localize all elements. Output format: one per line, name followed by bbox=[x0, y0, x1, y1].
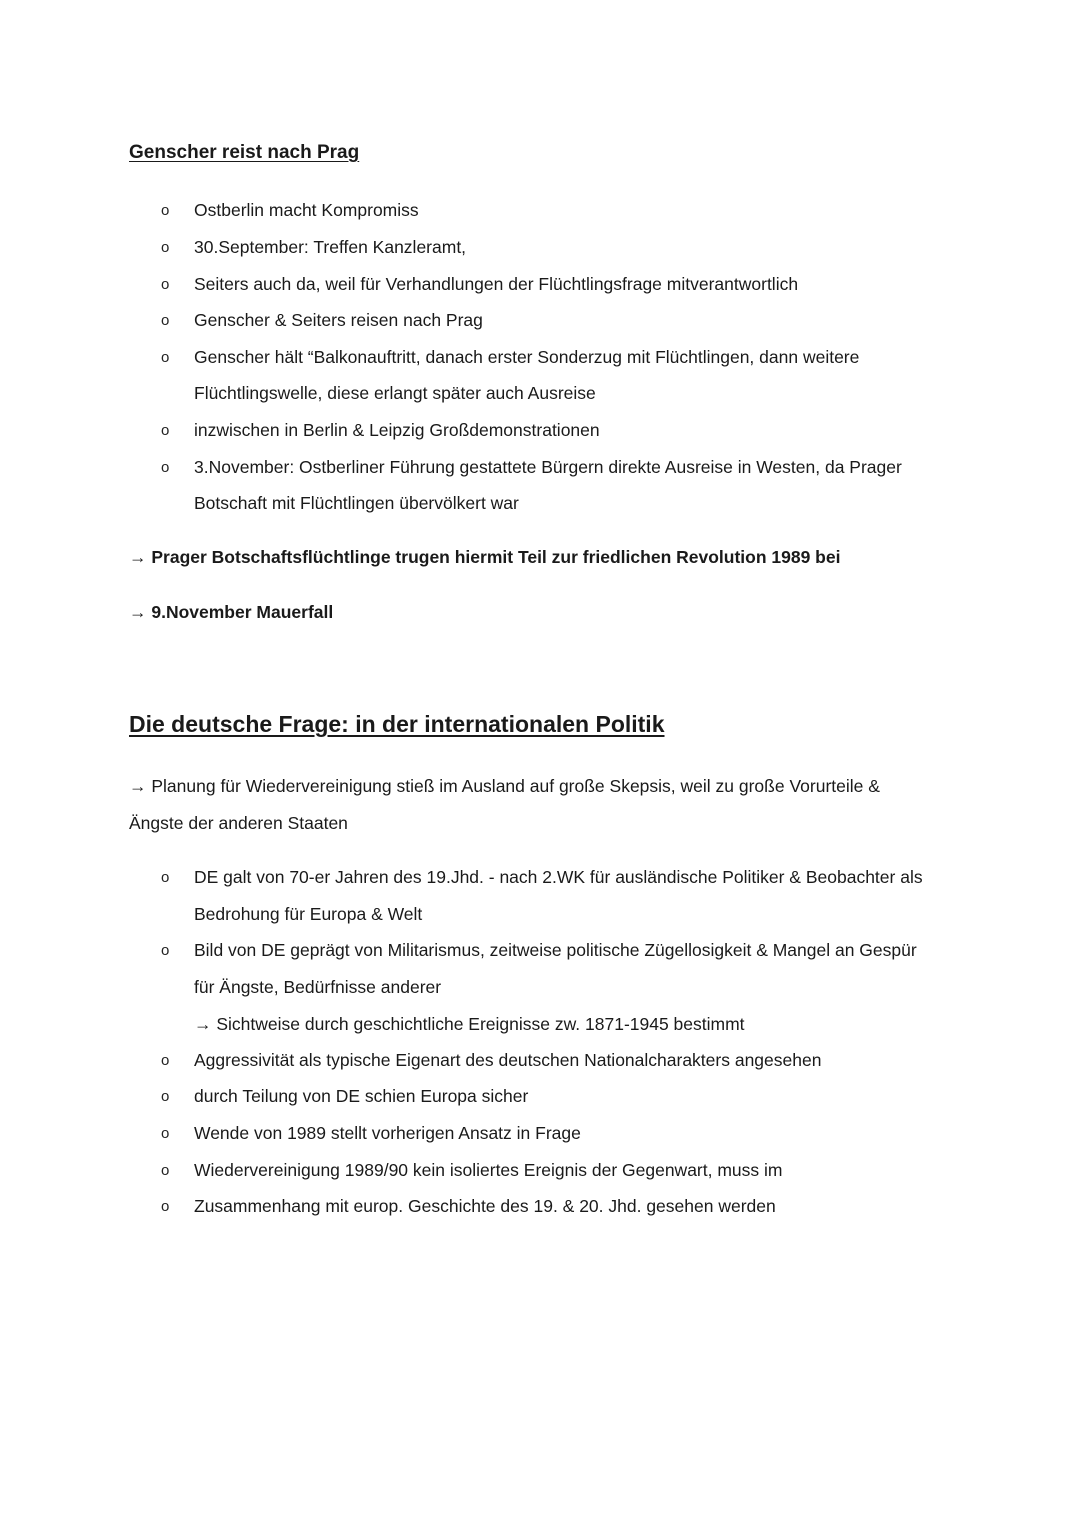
list-item-line: für Ängste, Bedürfnisse anderer bbox=[194, 977, 442, 997]
intro-line: → Planung für Wiedervereinigung stieß im Ausland auf große Skepsis, weil zu große Vorurteile & bbox=[129, 776, 880, 796]
bullet-marker: o bbox=[161, 1198, 170, 1215]
bullet-marker: o bbox=[161, 942, 170, 959]
bullet-marker: o bbox=[161, 459, 170, 476]
list-item: 30.September: Treffen Kanzleramt, bbox=[194, 237, 467, 257]
bullet-marker: o bbox=[161, 239, 170, 256]
bullet-marker: o bbox=[161, 1125, 170, 1142]
list-item-line: Bild von DE geprägt von Militarismus, zeitweise politische Zügellosigkeit & Mangel an Gespür bbox=[194, 940, 917, 960]
list-item: Genscher & Seiters reisen nach Prag bbox=[194, 310, 483, 330]
list-item: Zusammenhang mit europ. Geschichte des 19. & 20. Jhd. gesehen werden bbox=[194, 1196, 776, 1216]
list-item: durch Teilung von DE schien Europa sicher bbox=[194, 1086, 529, 1106]
intro-line: Ängste der anderen Staaten bbox=[129, 813, 348, 833]
bullet-marker: o bbox=[161, 869, 170, 886]
list-item: inzwischen in Berlin & Leipzig Großdemonstrationen bbox=[194, 420, 600, 440]
bullet-marker: o bbox=[161, 312, 170, 329]
bullet-marker: o bbox=[161, 202, 170, 219]
list-item: Wiedervereinigung 1989/90 kein isoliertes Ereignis der Gegenwart, muss im bbox=[194, 1160, 783, 1180]
bullet-marker: o bbox=[161, 276, 170, 293]
list-item-line: Bedrohung für Europa & Welt bbox=[194, 904, 423, 924]
list-item: Aggressivität als typische Eigenart des deutschen Nationalcharakters angesehen bbox=[194, 1050, 822, 1070]
list-item-line: DE galt von 70-er Jahren des 19.Jhd. - nach 2.WK für ausländische Politiker & Beobachter als bbox=[194, 867, 923, 887]
conclusion-revolution: → Prager Botschaftsflüchtlinge trugen hiermit Teil zur friedlichen Revolution 1989 bei bbox=[129, 547, 841, 567]
bullet-marker: o bbox=[161, 1088, 170, 1105]
list-item-line: 3.November: Ostberliner Führung gestattete Bürgern direkte Ausreise in Westen, da Prager bbox=[194, 457, 902, 477]
list-item-subpoint: → Sichtweise durch geschichtliche Ereignisse zw. 1871-1945 bestimmt bbox=[194, 1014, 745, 1034]
bullet-marker: o bbox=[161, 1162, 170, 1179]
list-item: Ostberlin macht Kompromiss bbox=[194, 200, 419, 220]
section-heading-genscher: Genscher reist nach Prag bbox=[129, 142, 360, 163]
list-item-line: Flüchtlingswelle, diese erlangt später auch Ausreise bbox=[194, 383, 596, 403]
list-item-line: Botschaft mit Flüchtlingen übervölkert war bbox=[194, 493, 519, 513]
section-heading-deutsche-frage: Die deutsche Frage: in der internationalen Politik bbox=[129, 711, 665, 737]
list-item-line: Genscher hält “Balkonauftritt, danach erster Sonderzug mit Flüchtlingen, dann weitere bbox=[194, 347, 860, 367]
list-item: Seiters auch da, weil für Verhandlungen der Flüchtlingsfrage mitverantwortlich bbox=[194, 274, 799, 294]
conclusion-mauerfall: → 9.November Mauerfall bbox=[129, 602, 334, 622]
bullet-marker: o bbox=[161, 1052, 170, 1069]
bullet-marker: o bbox=[161, 422, 170, 439]
bullet-marker: o bbox=[161, 349, 170, 366]
list-item: Wende von 1989 stellt vorherigen Ansatz in Frage bbox=[194, 1123, 581, 1143]
